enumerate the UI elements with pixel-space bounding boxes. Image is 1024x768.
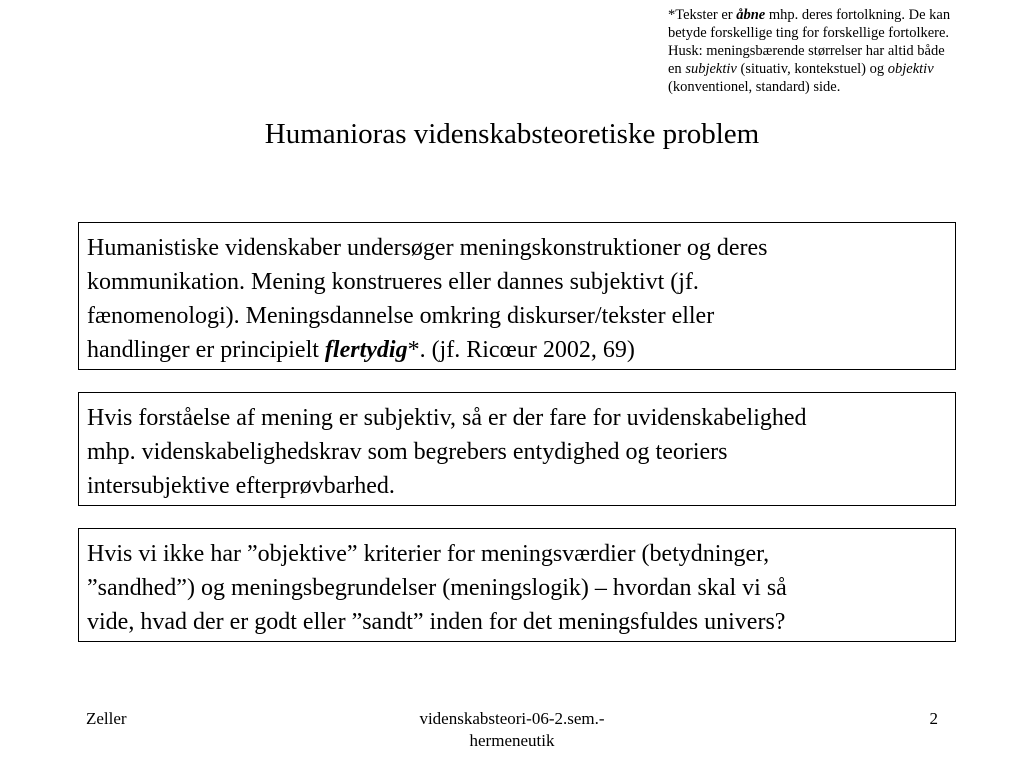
footer-course-line-2: hermeneutik <box>469 731 555 750</box>
footer-course <box>362 708 662 752</box>
note-line-1 <box>668 6 1020 24</box>
note-text: (situativ, kontekstuel) og <box>736 61 888 77</box>
note-emphasis-abne: åbne <box>736 7 766 23</box>
box1-emphasis-flertydig: flertydig <box>324 337 408 363</box>
note-line-5: (konventionel, standard) side. <box>668 79 841 95</box>
box1-line-1: Humanistiske videnskaber undersøger meningskonstruktioner og deres <box>87 235 768 261</box>
note-line-4 <box>668 60 1020 78</box>
box2-line-3: intersubjektive efterprøvbarhed. <box>87 473 395 499</box>
footer-course-line-1: videnskabsteori-06-2.sem.- <box>419 709 605 728</box>
note-emphasis-objektiv: objektiv <box>887 61 934 77</box>
note-text: en <box>668 61 686 77</box>
note-line-3: Husk: meningsbærende størrelser har altid både <box>668 43 945 59</box>
box1-line-3: fænomenologi). Meningsdannelse omkring diskurser/tekster eller <box>87 303 715 329</box>
note-line-2: betyde forskellige ting for forskellige fortolkere. <box>668 25 950 41</box>
box3-line-3: vide, hvad der er godt eller ”sandt” inden for det meningsfuldes univers? <box>87 609 786 635</box>
note-text: mhp. deres fortolkning. De kan <box>765 7 951 23</box>
box1-text: *. (jf. Ricœur 2002, 69) <box>407 337 635 363</box>
box3-line-2: ”sandhed”) og meningsbegrundelser (meningslogik) – hvordan skal vi så <box>87 575 787 601</box>
note-text: *Tekster er <box>668 7 737 23</box>
box1-line-4 <box>87 333 947 367</box>
box2-line-1: Hvis forståelse af mening er subjektiv, så er der fare for uvidenskabelighed <box>87 405 807 431</box>
text-box-subjectivity-risk <box>78 392 956 506</box>
footer-author: Zeller <box>86 709 127 728</box>
text-box-objective-criteria <box>78 528 956 642</box>
box1-line-2: kommunikation. Mening konstrueres eller dannes subjektivt (jf. <box>87 269 699 295</box>
box3-line-1: Hvis vi ikke har ”objektive” kriterier for meningsværdier (betydninger, <box>87 541 770 567</box>
footer-page-number: 2 <box>929 709 938 728</box>
box2-line-2: mhp. videnskabelighedskrav som begrebers entydighed og teoriers <box>87 439 728 465</box>
footnote-note <box>668 6 1020 96</box>
note-emphasis-subjektiv: subjektiv <box>685 61 737 77</box>
box1-text: handlinger er principielt <box>87 337 325 363</box>
text-box-humanistic-sciences <box>78 222 956 370</box>
slide-title: Humanioras videnskabsteoretiske problem <box>264 118 760 150</box>
